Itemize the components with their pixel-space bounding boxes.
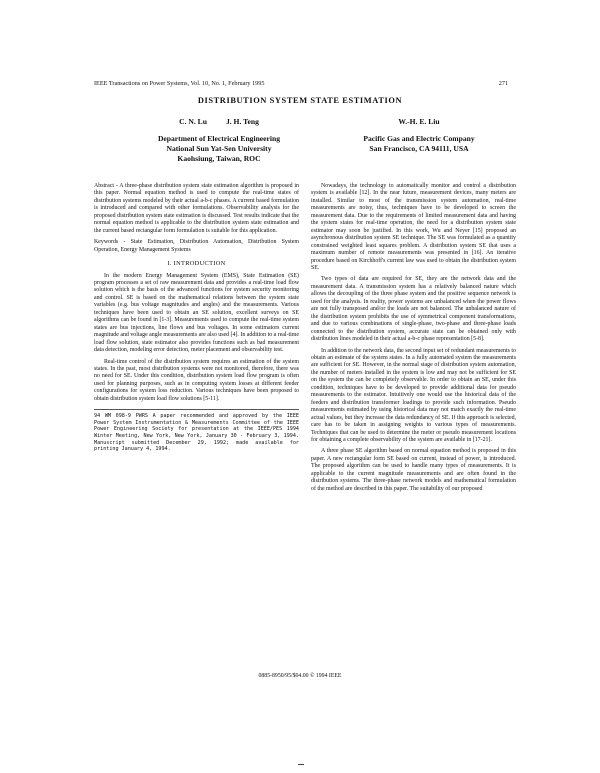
affiliation-company: Pacific Gas and Electric Company xyxy=(363,134,475,143)
paper-title: DISTRIBUTION SYSTEM STATE ESTIMATION xyxy=(197,96,403,105)
body-paragraph: Nowadays, the technology to automatically monitor and control a distribution system is available [12]. In the near future, measurement devices, many meters are installed. Similar to most of the transmission system automation, real-time measurements are noisy, thus, techniques have to be developed to screen the measurement data. Due to the requirements of limited measurement data and having the system states for real-time operation, the need for a distribution system state estimator may soon be justified. In this work, Wu and Neyer [15] proposed an asynchronous distribution system SE technique. The SE was formulated as a quantity constrained weighted least squares problem. A distribution system SE that uses a maximum number of remote measurements was presented in [16]. An iterative procedure based on Kirchhoff's current law was used to obtain the distribution system SE. xyxy=(311,183,516,271)
right-column xyxy=(311,183,516,497)
section-heading-introduction: I. INTRODUCTION xyxy=(167,260,226,268)
author-name-right: W.-H. E. Liu xyxy=(398,117,440,126)
author-group-right xyxy=(304,117,534,154)
journal-citation: IEEE Transactions on Power Systems, Vol. 10, No. 1, February 1995 xyxy=(94,80,265,87)
page-marker xyxy=(298,764,304,765)
intro-paragraph: Real-time control of the distribution system requires an estimation of the system states. In the past, most distribution systems were not monitored, therefore, there was no need for SE. Under this condition, distribution system load flow program is often used for planning purposes, such as in computing system losses at different feeder configurations for system loss reduction. Various techniques have been proposed to obtain distribution system load flow solutions [5-11]. xyxy=(94,358,299,402)
author-names-left: C. N. Lu J. H. Teng xyxy=(179,117,259,126)
footnote: 94 WM 098-9 PWRS A paper recommended and approved by the IEEE Power System Instrumentation & Measurements Committee of the IEEE Power Engineering Society for presentation at the IEEE/PES 1994 Winter Meeting, New York, New York, January 30 - February 3, 1994. Manuscript submitted December 29, 1992; made available for printing January 4, 1994. xyxy=(94,409,299,453)
body-paragraph: In addition to the network data, the second input set of redundant measurements to obtain an estimate of the system states. In a fully automated system the measurements are sufficient for SE. However, in the normal stage of distribution system automation, the number of meters installed in the system is low and may not be sufficient for SE on the system the can be completely observable. In order to obtain an SE, under this condition, techniques have to be developed to provide additional data for pseudo measurements to the estimator. Intuitively one would use the historical data of the feeders and distribution transformer loadings to provide such information. Pseudo measurements estimated by using historical data may not match exactly the real-time actual values, but they increase the data redundancy of SE. If this approach is selected, care has to be taken in assigning weights to various types of measurements. Techniques that can be used to determine the meter or pseudo measurement locations for obtaining a complete observability of the system are available in [17-21]. xyxy=(311,347,516,443)
body-paragraph: A three phase SE algorithm based on normal equation method is proposed in this paper. A new rectangular form SE based on current, instead of power, is introduced. The proposed algorithm can be used to handle many types of measurements. It is applicable to the current magnitude measurements and are often found in the distribution systems. The three-phase network models and mathematical formulation of the method are described in this paper. The suitability of our proposed xyxy=(311,448,516,492)
affiliation-company-location: San Francisco, CA 94111, USA xyxy=(369,144,469,153)
page-number: 271 xyxy=(498,80,508,87)
affiliation-location: Kaohsiung, Taiwan, ROC xyxy=(177,154,261,163)
keywords: Keywords - State Estimation, Distribution Automation, Distribution System Operation, Energy Management Systems xyxy=(94,239,299,253)
copyright-line: 0885-8950/95/$04.00 © 1994 IEEE xyxy=(258,673,342,679)
intro-paragraph: In the modern Energy Management System (EMS), State Estimation (SE) program processes a set of raw measurement data and provides a real-time load flow solution which is the basis of the advanced functions for system security monitoring and control. SE is based on the mathematical relations between the system state variables (e.g. bus voltage magnitudes and angles) and the measurements. Various techniques have been used to obtain an SE solution, excellent surveys on SE algorithms can be found in [1-3]. Measurements used to compute the real-time system states are bus injections, line flows and bus voltages. In some estimators current magnitude and voltage angle measurements are also used [4]. In addition to a real-time load flow solution, state estimator also provides functions such as bad measurement data detection, modeling error detection, meter placement and observability test. xyxy=(94,272,299,354)
running-header xyxy=(94,80,508,87)
affiliation-university: National Sun Yat-Sen University xyxy=(166,144,272,153)
left-column xyxy=(94,183,299,453)
affiliation-dept: Department of Electrical Engineering xyxy=(157,134,281,143)
abstract: Abstract - A three-phase distribution system state estimation algorithm is proposed in this paper. Normal equation method is used to compute the real-time states of distribution systems modeled by their actual a-b-c phases. A current based formulation is introduced and compared with other formulations. Observability analysis for the proposed distribution system state estimation is discussed. Test results indicate that the normal equation method is applicable to the distribution system state estimation and the current based rectangular form formulation is suitable for this application. xyxy=(94,183,299,234)
body-paragraph: Two types of data are required for SE, they are the network data and the measurement data. A transmission system has a relatively balanced nature which allows the decoupling of the three phase system and the positive sequence network is used for the analysis. In reality, power systems are unbalanced when the power flows are not fully transposed and/or the loads are not balanced. The unbalanced nature of the distribution system prohibits the use of symmetrical component transformations, and due to various combinations of single-phase, two-phase and three-phase loads connected to the distribution system, accurate state can be obtained only with distribution lines modeled in their actual a-b-c phase representation [5-8]. xyxy=(311,276,516,343)
